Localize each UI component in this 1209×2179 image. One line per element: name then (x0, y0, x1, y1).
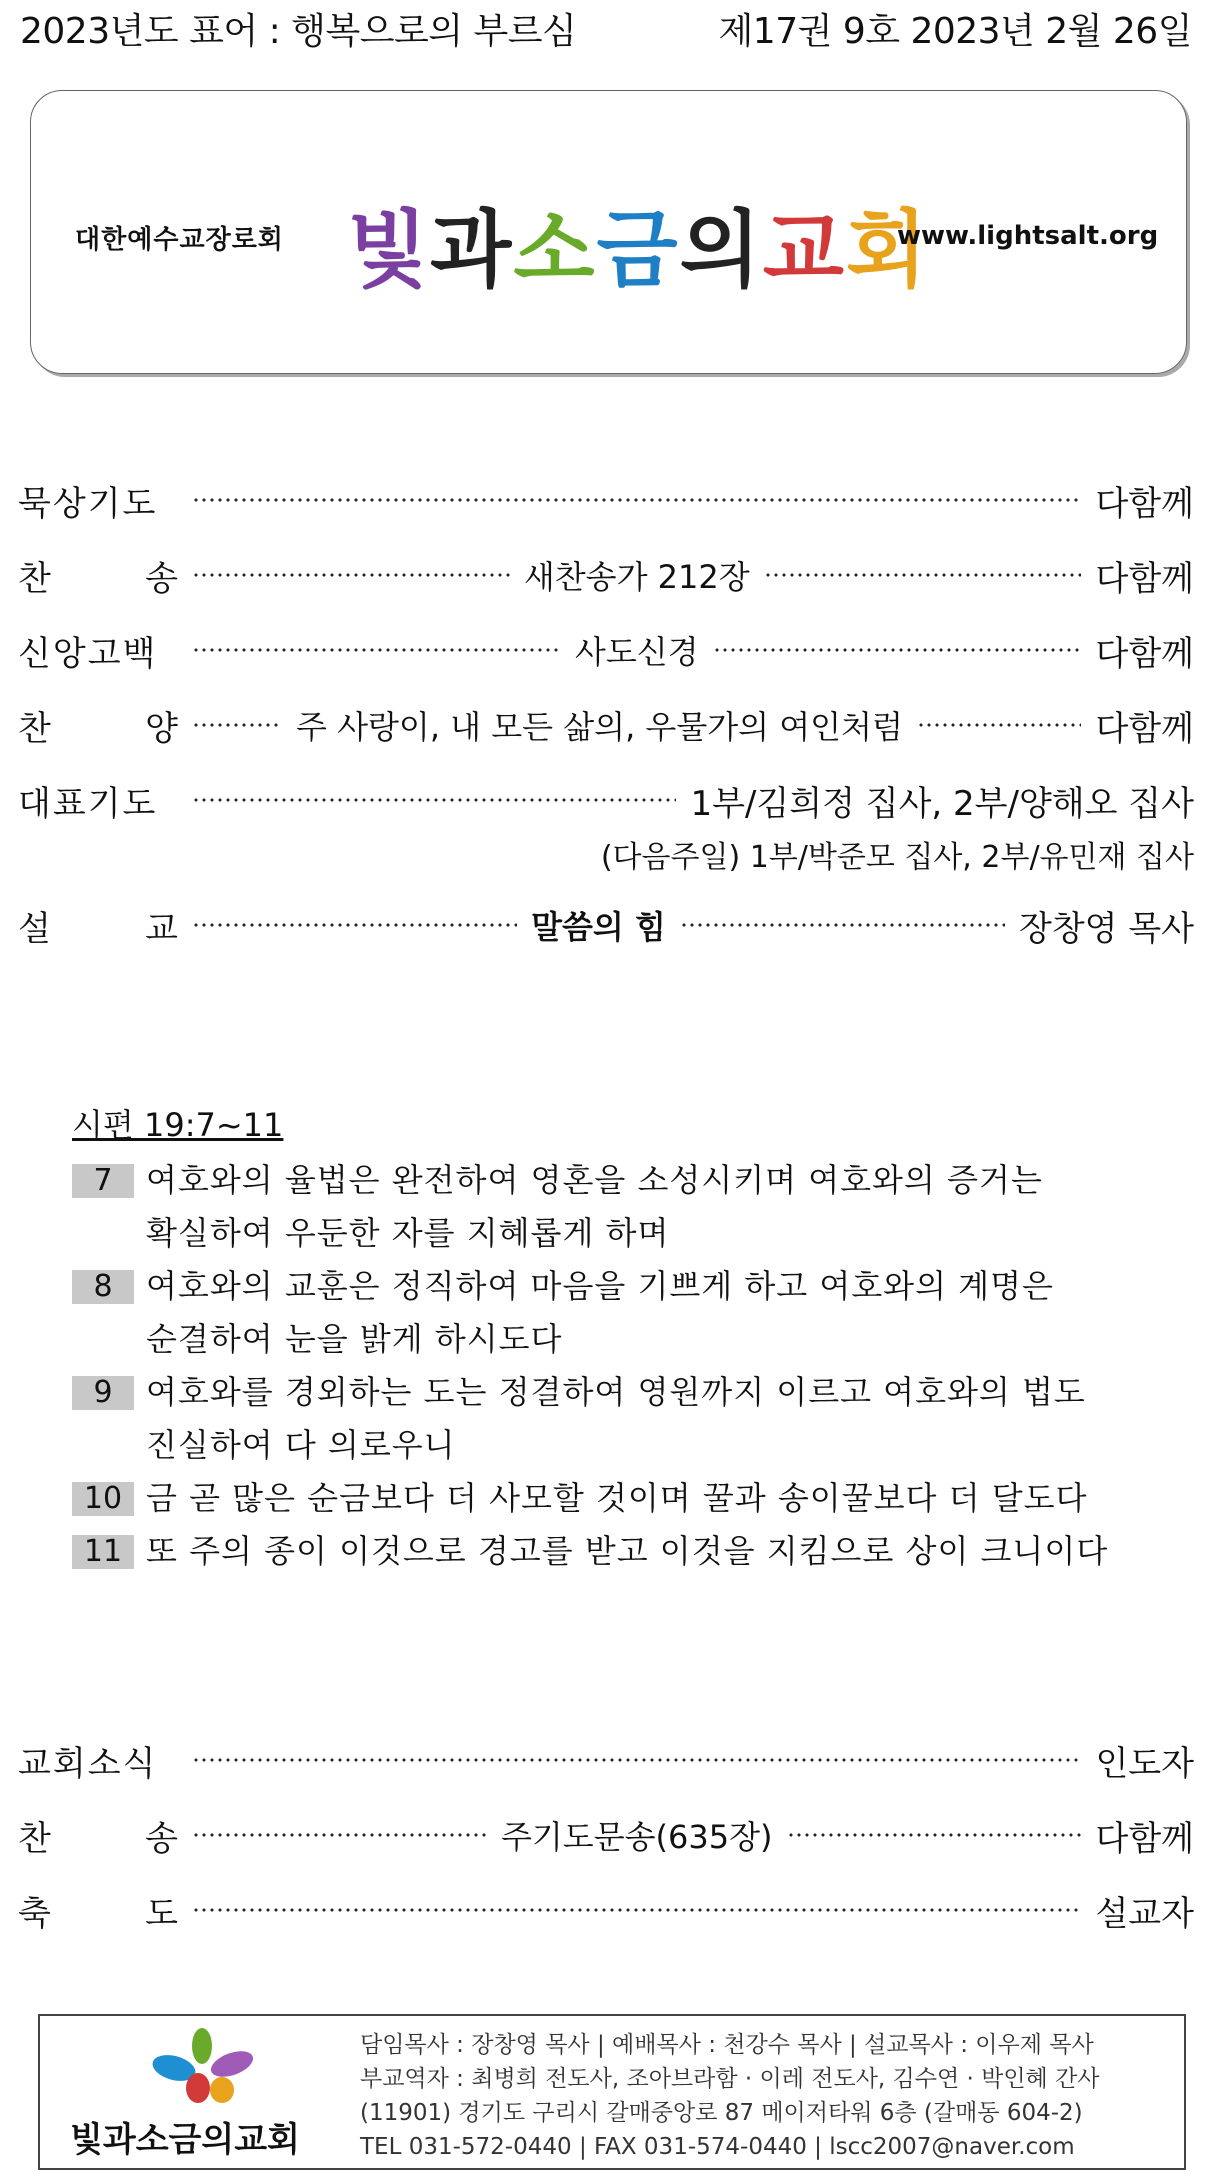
leader-dots (192, 723, 282, 727)
order-row-hymn: 찬 송 새찬송가 212장 다함께 (18, 558, 1195, 599)
verse-number: 10 (72, 1482, 134, 1516)
flower-logo-icon (140, 2026, 270, 2116)
sermon-title: 말씀의 힘 (531, 908, 666, 946)
church-url[interactable]: www.lightsalt.org (897, 221, 1159, 251)
order-row-benediction: 축 도 설교자 (18, 1893, 1194, 1934)
verse-number: 8 (72, 1270, 134, 1304)
leader-dots (917, 723, 1082, 727)
footer-logo-text: 빛과소금의교회 (70, 2120, 300, 2160)
leader-dots (680, 923, 1005, 927)
scripture-reference: 시편 19:7~11 (72, 1106, 284, 1144)
denomination: 대한예수교장로회 (75, 225, 284, 255)
church-banner (30, 90, 1187, 374)
leader-dots (713, 648, 1082, 652)
order-row-sermon: 설 교 말씀의 힘 장창영 목사 (18, 895, 1194, 955)
order-row-representative-prayer: 대표기도 1부/김희정 집사, 2부/양해오 집사 (18, 783, 1194, 824)
leader-dots (192, 1758, 1081, 1762)
verse-7: 7 여호와의 율법은 완전하여 영혼을 소성시키며 여호와의 증거는 확실하여 우둔한 자를 지혜롭게 하며 (72, 1154, 1172, 1260)
leader-dots (192, 648, 561, 652)
order-row-closing-hymn: 찬 송 주기도문송(635장) 다함께 (18, 1818, 1195, 1859)
leader-dots (192, 1833, 487, 1837)
church-logo-text: 빛과소금의교회 (347, 200, 930, 299)
verse-10: 10 금 곧 많은 순금보다 더 사모할 것이며 꿀과 송이꿀보다 더 달도다 (72, 1472, 1172, 1525)
order-row-silent-prayer: 묵상기도 다함께 (18, 483, 1194, 524)
order-row-praise: 찬 양 주 사랑이, 내 모든 삶의, 우물가의 여인처럼 다함께 (18, 708, 1194, 749)
issue-date: 제17권 9호 2023년 2월 26일 (718, 10, 1192, 52)
leader-dots (764, 573, 1082, 577)
year-motto: 2023년도 표어 : 행복으로의 부르심 (20, 10, 577, 52)
verse-number: 9 (72, 1376, 134, 1410)
order-row-creed: 신앙고백 사도신경 다함께 (18, 633, 1195, 674)
leader-dots (192, 498, 1081, 502)
verse-11: 11 또 주의 종이 이것으로 경고를 받고 이것을 지킴으로 상이 크니이다 (72, 1525, 1172, 1578)
leader-dots (192, 573, 510, 577)
bulletin-header (20, 4, 1192, 52)
next-week-prayer: (다음주일) 1부/박준모 집사, 2부/유민재 집사 (600, 840, 1194, 875)
leader-dots (192, 798, 676, 802)
church-contact-info: 담임목사 : 장창영 목사 | 예배목사 : 천강수 목사 | 설교목사 : 이우제 목사 부교역자 : 최병희 전도사, 조아브라함 · 이레 전도사, 김수연 · 박인혜 간사 (11901) 경기도 구리시 갈매중앙로 87 메이저타워 6층 (갈매동 604-2) TEL 031-572-0440 | FAX 031-574-0440 | lscc2007@naver.com (360, 2032, 1100, 2160)
verse-8: 8 여호와의 교훈은 정직하여 마음을 기쁘게 하고 여호와의 계명은 순결하여 눈을 밝게 하시도다 (72, 1260, 1172, 1366)
leader-dots (787, 1833, 1082, 1837)
leader-dots (192, 1908, 1081, 1912)
leader-dots (192, 923, 517, 927)
order-row-announcements: 교회소식 인도자 (18, 1743, 1194, 1784)
church-info-footer (38, 2014, 1186, 2170)
verse-number: 11 (72, 1535, 134, 1569)
scripture-passage (72, 1100, 1172, 1578)
verse-9: 9 여호와를 경외하는 도는 정결하여 영원까지 이르고 여호와의 법도 진실하여 다 의로우니 (72, 1366, 1172, 1472)
verse-number: 7 (72, 1164, 134, 1198)
